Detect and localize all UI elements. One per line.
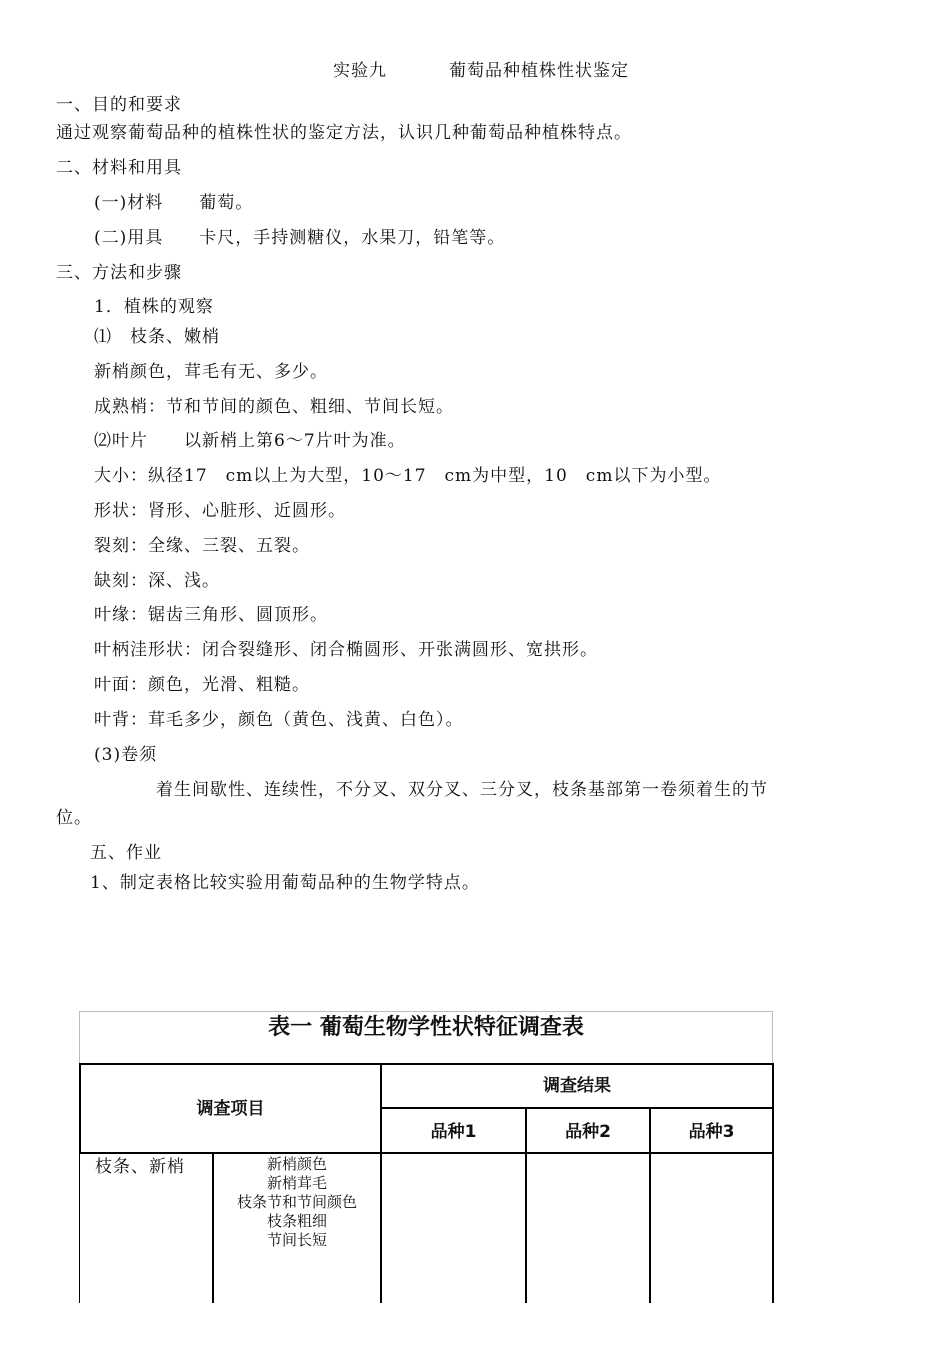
header-variety-2: 品种2 (565, 1122, 611, 1142)
row-group-branch-shoot: 枝条、新梢 (95, 1157, 185, 1177)
table-title: 表一 葡萄生物学性状特征调查表 (268, 1015, 584, 1040)
section-5-heading: 五、作业 (90, 843, 162, 863)
tendril-text-continued: 位。 (56, 808, 92, 828)
title-experiment-name: 葡萄品种植株性状鉴定 (449, 61, 629, 81)
section-2-heading: 二、材料和用具 (56, 158, 182, 178)
leaf-back-text: 叶背：茸毛多少，颜色（黄色、浅黄、白色）。 (94, 710, 464, 730)
row-item: 新梢茸毛 (266, 1174, 327, 1192)
tools-item: (二)用具 卡尺，手持测糖仪，水果刀，铅笔等。 (94, 228, 506, 248)
tendril-heading: (3)卷须 (94, 745, 158, 765)
table-border-top (79, 1063, 774, 1065)
row-item: 新梢颜色 (266, 1155, 327, 1173)
branch-shoot-heading: ⑴ 枝条、嫩梢 (94, 327, 220, 347)
row-item: 枝条节和节间颜色 (236, 1193, 357, 1211)
plant-observation-heading: 1．植株的观察 (94, 297, 214, 317)
leaf-lobe-text: 裂刻：全缘、三裂、五裂。 (94, 536, 310, 556)
header-variety-3: 品种3 (688, 1122, 735, 1142)
row-item: 枝条粗细 (266, 1212, 327, 1230)
header-survey-result: 调查结果 (543, 1076, 611, 1096)
petiole-sinus-text: 叶柄洼形状：闭合裂缝形、闭合椭圆形、开张满圆形、宽拱形。 (94, 640, 598, 660)
header-variety-1: 品种1 (430, 1122, 477, 1142)
document-title (333, 60, 629, 82)
section-1-heading: 一、目的和要求 (56, 95, 182, 115)
materials-item: (一)材料 葡萄。 (94, 193, 254, 213)
section-1-text: 通过观察葡萄品种的植株性状的鉴定方法，认识几种葡萄品种植株特点。 (56, 123, 632, 143)
table-border-subheader (380, 1107, 774, 1109)
row-item: 节间长短 (266, 1231, 327, 1249)
leaf-surface-text: 叶面：颜色，光滑、粗糙。 (94, 675, 310, 695)
mature-shoot-text: 成熟梢：节和节间的颜色、粗细、节间长短。 (94, 397, 454, 417)
homework-item: 1、制定表格比较实验用葡萄品种的生物学特点。 (90, 873, 480, 893)
leaf-size-text: 大小：纵径17 cm以上为大型，10～17 cm为中型，10 cm以下为小型。 (94, 466, 722, 486)
title-experiment-number: 实验九 (333, 61, 387, 81)
table-border-header-bottom (79, 1152, 774, 1154)
table-border-left-body (79, 1152, 80, 1303)
table-border-item (380, 1063, 382, 1303)
new-shoot-text: 新梢颜色，茸毛有无、多少。 (94, 362, 328, 382)
table-border-right (772, 1063, 774, 1303)
leaf-heading: ⑵叶片 以新梢上第6～7片叶为准。 (94, 431, 406, 451)
leaf-shape-text: 形状：肾形、心脏形、近圆形。 (94, 501, 346, 521)
section-3-heading: 三、方法和步骤 (56, 263, 182, 283)
leaf-margin-text: 叶缘：锯齿三角形、圆顶形。 (94, 605, 328, 625)
leaf-sinus-text: 缺刻：深、浅。 (94, 571, 220, 591)
row-items-list (214, 1155, 380, 1250)
header-survey-item: 调查项目 (196, 1099, 265, 1119)
tendril-text: 着生间歇性、连续性，不分叉、双分叉、三分叉，枝条基部第一卷须着生的节 (156, 780, 768, 800)
